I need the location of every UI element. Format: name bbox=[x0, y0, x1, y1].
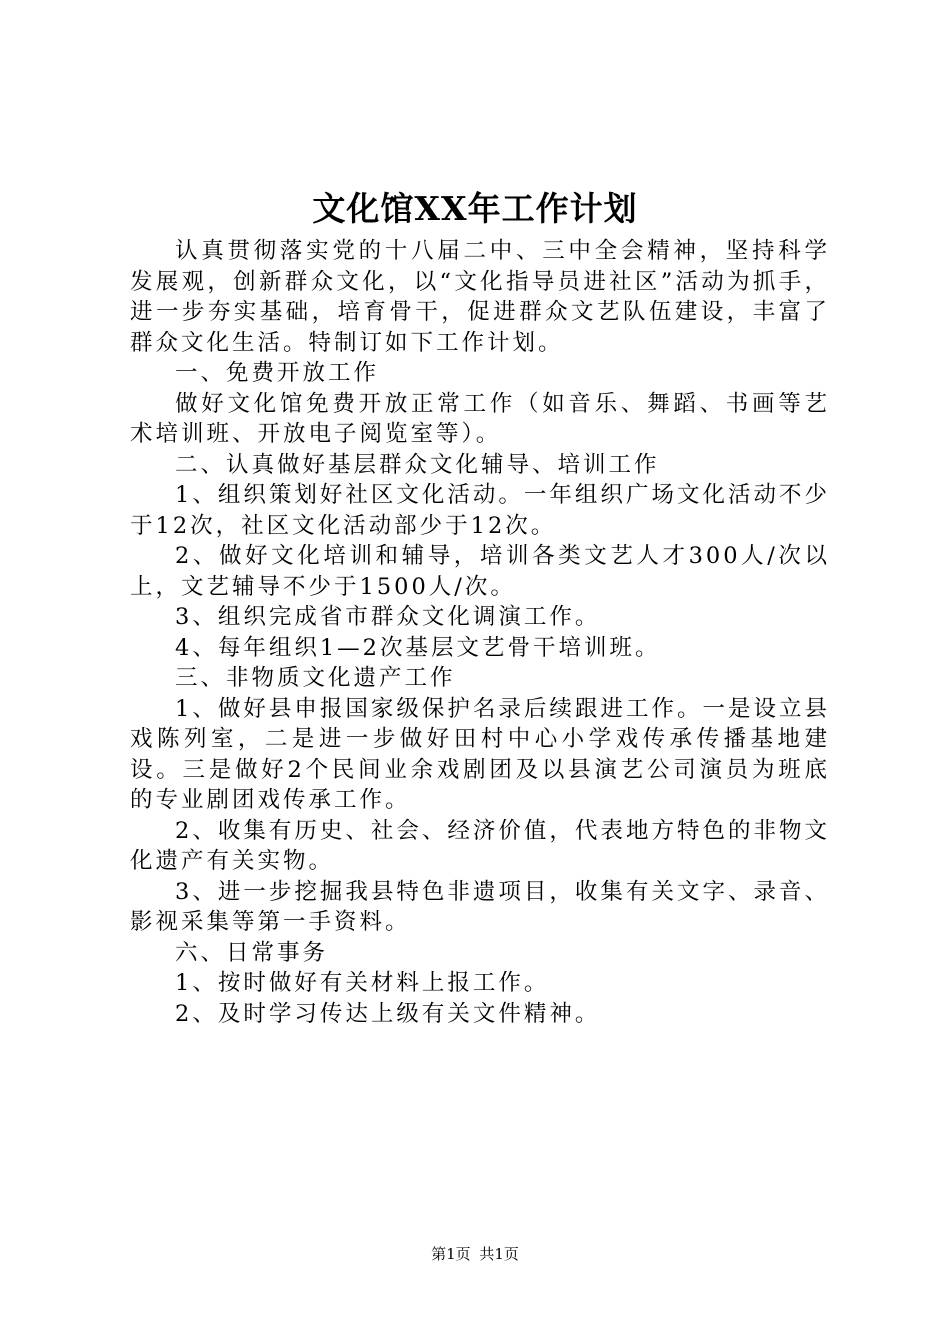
list-item: 1、做好县申报国家级保护名录后续跟进工作。一是设立县戏陈列室，二是进一步做好田村中心小学戏传承传播基地建设。三是做好2个民间业余戏剧团及以县演艺公司演员为班底的专业剧团戏传承工作。 bbox=[130, 695, 830, 813]
section-heading-3: 三、非物质文化遗产工作 bbox=[175, 665, 456, 691]
page-footer: 第1页 共1页 bbox=[431, 1245, 519, 1263]
paragraph-intro: 认真贯彻落实党的十八届二中、三中全会精神，坚持科学发展观，创新群众文化，以“文化指导员进社区”活动为抓手，进一步夯实基础，培育骨干，促进群众文艺队伍建设，丰富了群众文化生活。特制订如下工作计划。 bbox=[130, 238, 830, 356]
list-item: 2、及时学习传达上级有关文件精神。 bbox=[175, 1000, 601, 1027]
section-heading-2: 二、认真做好基层群众文化辅导、培训工作 bbox=[175, 451, 660, 478]
document-body bbox=[130, 236, 830, 1029]
list-item: 3、组织完成省市群众文化调演工作。 bbox=[175, 604, 601, 630]
list-item: 1、按时做好有关材料上报工作。 bbox=[175, 970, 550, 996]
section-heading-6: 六、日常事务 bbox=[175, 939, 329, 966]
list-item: 1、组织策划好社区文化活动。一年组织广场文化活动不少于12次，社区文化活动部少于12次。 bbox=[130, 482, 830, 539]
list-item: 2、收集有历史、社会、经济价值，代表地方特色的非物文化遗产有关实物。 bbox=[130, 817, 830, 874]
list-item: 4、每年组织1—2次基层文艺骨干培训班。 bbox=[175, 634, 661, 661]
document-title: 文化馆XX年工作计划 bbox=[312, 189, 638, 228]
section-heading-1: 一、免费开放工作 bbox=[175, 360, 380, 386]
list-item: 2、做好文化培训和辅导，培训各类文艺人才300人/次以上，文艺辅导不少于1500人/次。 bbox=[130, 543, 830, 600]
list-item: 3、进一步挖掘我县特色非遗项目，收集有关文字、录音、影视采集等第一手资料。 bbox=[130, 878, 830, 935]
paragraph: 做好文化馆免费开放正常工作（如音乐、舞蹈、书画等艺术培训班、开放电子阅览室等）。 bbox=[130, 390, 830, 447]
